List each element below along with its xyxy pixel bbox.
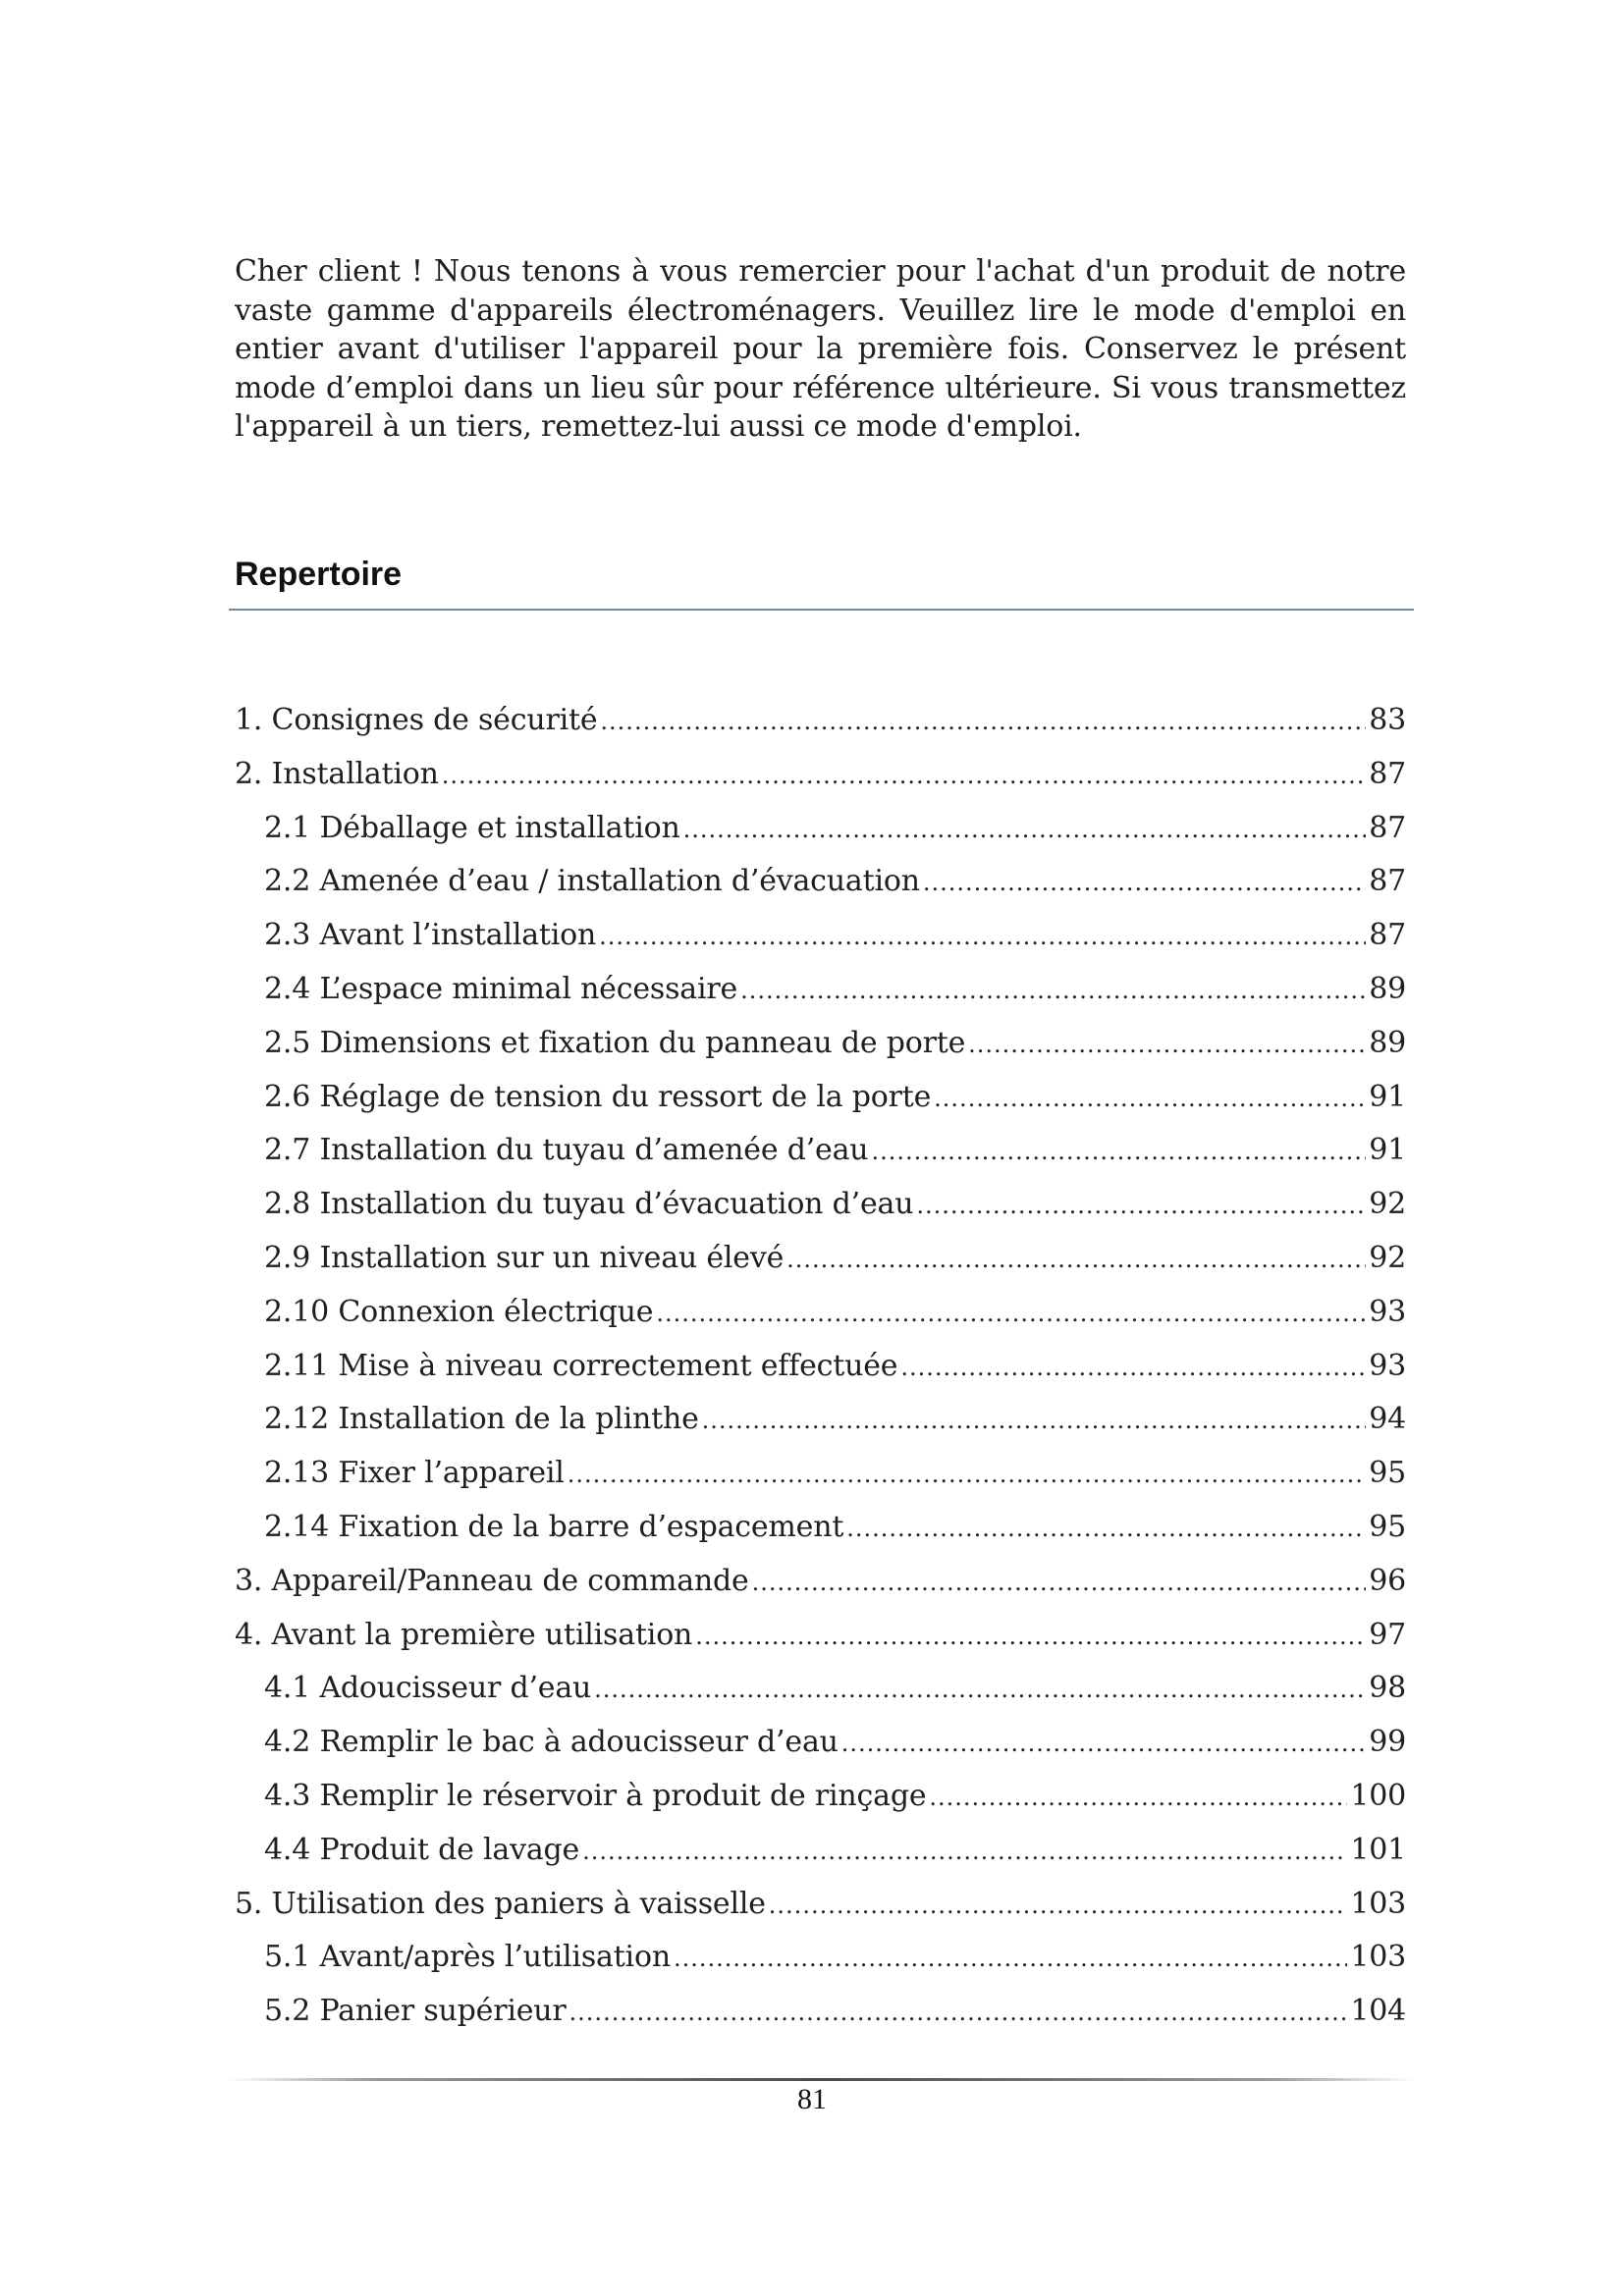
toc-leader-dots <box>594 1676 1366 1703</box>
toc-entry-page: 92 <box>1369 1240 1406 1275</box>
toc-entry-page: 103 <box>1350 1940 1406 1975</box>
page-number: 81 <box>797 2083 827 2115</box>
toc-entry-title: 2.6 Réglage de tension du ressort de la porte <box>264 1079 932 1114</box>
toc-leader-dots <box>841 1730 1366 1757</box>
toc-entry-title: 2.1 Déballage et installation <box>264 810 680 845</box>
toc-entry-page: 87 <box>1369 756 1406 791</box>
toc-leader-dots <box>786 1246 1366 1273</box>
toc-subentry[interactable] <box>235 1133 1406 1187</box>
toc-subentry[interactable] <box>235 1671 1406 1725</box>
toc-leader-dots <box>752 1569 1367 1596</box>
intro-paragraph: Cher client ! Nous tenons à vous remercier pour l'achat d'un produit de notre vaste gamme d'appareils électroménagers. Veuillez lire le mode d'emploi en entier avant d'utiliser l'appareil pour la première fois. Conservez le présent mode d’emploi dans un lieu sûr pour référence ultérieure. Si vous transmettez l'appareil à un tiers, remettez-lui aussi ce mode d'emploi. <box>235 254 1406 444</box>
toc-entry-page: 93 <box>1369 1348 1406 1383</box>
toc-entry-title: 5.2 Panier supérieur <box>264 1994 567 2029</box>
toc-leader-dots <box>769 1892 1348 1919</box>
toc-entry-title: 2.14 Fixation de la barre d’espacement <box>264 1509 844 1544</box>
toc-entry-title: 2.12 Installation de la plinthe <box>264 1402 699 1437</box>
toc-entry-page: 103 <box>1350 1886 1406 1921</box>
toc-entry-page: 91 <box>1369 1133 1406 1168</box>
toc-leader-dots <box>582 1838 1347 1865</box>
toc-entry-page: 97 <box>1369 1617 1406 1652</box>
toc-leader-dots <box>702 1407 1367 1434</box>
toc-leader-dots <box>740 977 1366 1004</box>
toc-entry[interactable] <box>235 757 1406 811</box>
toc-entry-title: 3. Appareil/Panneau de commande <box>235 1563 749 1598</box>
toc-leader-dots <box>871 1138 1366 1165</box>
toc-entry-title: 4.2 Remplir le bac à adoucisseur d’eau <box>264 1725 839 1760</box>
toc-entry-title: 2.2 Amenée d’eau / installation d’évacuation <box>264 864 920 899</box>
toc-entry[interactable] <box>235 703 1406 757</box>
toc-entry-page: 89 <box>1369 1025 1406 1060</box>
toc-entry[interactable] <box>235 1564 1406 1618</box>
toc-entry-page: 83 <box>1369 703 1406 737</box>
toc-entry-page: 87 <box>1369 864 1406 899</box>
toc-leader-dots <box>674 1945 1347 1972</box>
heading-divider <box>229 609 1414 611</box>
toc-leader-dots <box>569 1999 1348 2026</box>
toc-entry-page: 94 <box>1369 1402 1406 1437</box>
toc-entry-page: 87 <box>1369 810 1406 845</box>
toc-subentry[interactable] <box>235 918 1406 972</box>
toc-entry[interactable] <box>235 1618 1406 1672</box>
toc-subentry[interactable] <box>235 1994 1406 2048</box>
toc-subentry[interactable] <box>235 1456 1406 1510</box>
toc-subentry[interactable] <box>235 1725 1406 1779</box>
toc-subentry[interactable] <box>235 1295 1406 1349</box>
toc-entry-page: 101 <box>1350 1832 1406 1867</box>
toc-entry-page: 91 <box>1369 1079 1406 1114</box>
toc-entry-title: 1. Consignes de sécurité <box>235 703 598 737</box>
toc-entry-title: 2.5 Dimensions et fixation du panneau de porte <box>264 1025 966 1060</box>
section-heading: Repertoire <box>235 556 403 593</box>
toc-leader-dots <box>599 923 1366 950</box>
toc-entry-title: 2.3 Avant l’installation <box>264 918 597 953</box>
toc-leader-dots <box>900 1354 1366 1381</box>
toc-entry-page: 96 <box>1369 1563 1406 1598</box>
toc-subentry[interactable] <box>235 1833 1406 1887</box>
toc-subentry[interactable] <box>235 811 1406 865</box>
toc-entry-title: 4. Avant la première utilisation <box>235 1617 693 1652</box>
toc-leader-dots <box>968 1031 1366 1058</box>
toc-entry-page: 95 <box>1369 1456 1406 1491</box>
toc-subentry[interactable] <box>235 972 1406 1026</box>
toc-entry-title: 2.7 Installation du tuyau d’amenée d’eau <box>264 1133 869 1168</box>
toc-leader-dots <box>846 1515 1366 1542</box>
toc-leader-dots <box>683 816 1367 843</box>
toc-entry[interactable] <box>235 1887 1406 1941</box>
toc-entry-page: 93 <box>1369 1294 1406 1329</box>
toc-subentry[interactable] <box>235 1402 1406 1456</box>
toc-entry-title: 5. Utilisation des paniers à vaisselle <box>235 1886 766 1921</box>
toc-entry-title: 4.3 Remplir le réservoir à produit de rinçage <box>264 1778 927 1813</box>
toc-entry-page: 95 <box>1369 1509 1406 1544</box>
toc-entry-title: 2.13 Fixer l’appareil <box>264 1456 565 1491</box>
footer-divider <box>229 2078 1414 2081</box>
toc-subentry[interactable] <box>235 1187 1406 1241</box>
toc-leader-dots <box>568 1461 1367 1488</box>
toc-subentry[interactable] <box>235 1779 1406 1833</box>
toc-leader-dots <box>929 1784 1347 1811</box>
toc-entry-page: 100 <box>1350 1778 1406 1813</box>
toc-entry-title: 5.1 Avant/après l’utilisation <box>264 1940 671 1975</box>
toc-entry-title: 4.1 Adoucisseur d’eau <box>264 1671 592 1706</box>
toc-subentry[interactable] <box>235 1080 1406 1134</box>
toc-subentry[interactable] <box>235 864 1406 918</box>
toc-entry-title: 2.9 Installation sur un niveau élevé <box>264 1240 785 1275</box>
toc-entry-title: 2.10 Connexion électrique <box>264 1294 654 1329</box>
toc-entry-title: 2.4 L’espace minimal nécessaire <box>264 971 738 1006</box>
toc-entry-page: 92 <box>1369 1187 1406 1222</box>
toc-leader-dots <box>442 762 1366 789</box>
toc-entry-page: 104 <box>1350 1994 1406 2029</box>
toc-entry-page: 99 <box>1369 1725 1406 1760</box>
toc-leader-dots <box>600 708 1366 735</box>
toc-entry-page: 89 <box>1369 971 1406 1006</box>
toc-subentry[interactable] <box>235 1026 1406 1080</box>
toc-entry-title: 2.11 Mise à niveau correctement effectuée <box>264 1348 898 1383</box>
toc-leader-dots <box>923 869 1366 896</box>
toc-leader-dots <box>934 1085 1366 1112</box>
toc-subentry[interactable] <box>235 1349 1406 1403</box>
toc-entry-page: 98 <box>1369 1671 1406 1706</box>
toc-leader-dots <box>916 1192 1366 1219</box>
toc-entry-title: 2. Installation <box>235 756 439 791</box>
toc-subentry[interactable] <box>235 1940 1406 1994</box>
toc-subentry[interactable] <box>235 1241 1406 1295</box>
table-of-contents <box>235 703 1406 2048</box>
toc-entry-title: 2.8 Installation du tuyau d’évacuation d’eau <box>264 1187 914 1222</box>
toc-entry-page: 87 <box>1369 918 1406 953</box>
toc-entry-title: 4.4 Produit de lavage <box>264 1832 580 1867</box>
toc-leader-dots <box>695 1623 1366 1650</box>
toc-leader-dots <box>656 1300 1366 1327</box>
toc-subentry[interactable] <box>235 1510 1406 1564</box>
